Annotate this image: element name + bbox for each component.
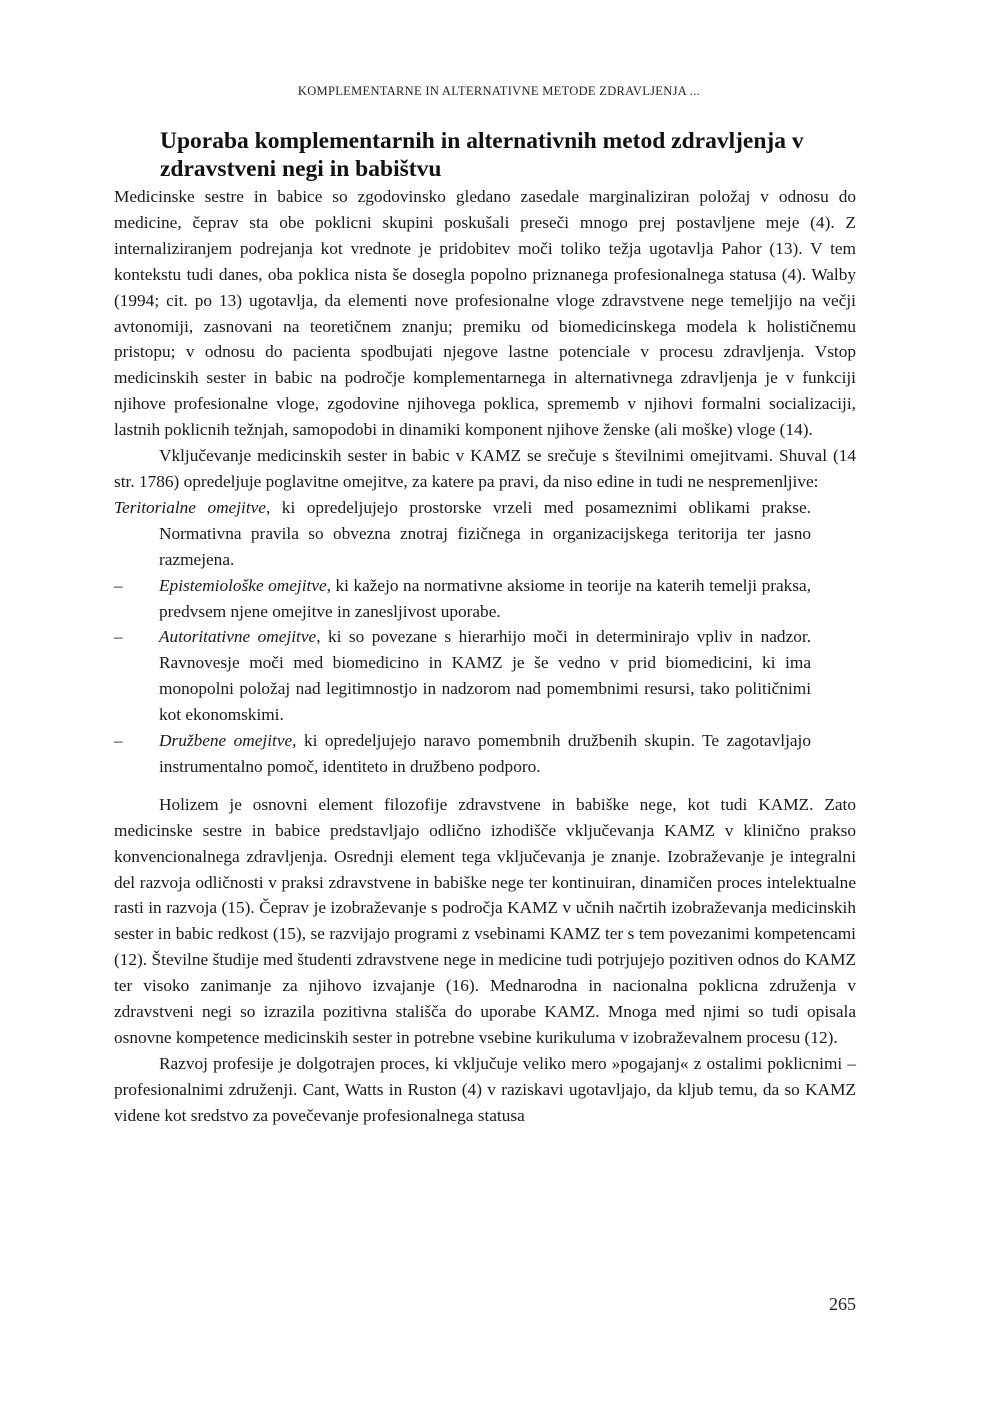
list-item-authoritative (114, 624, 856, 728)
page-number: 265 (829, 1294, 856, 1314)
section-title: Uporaba komplementarnih in alternativnih metod zdravljenja v zdravstveni negi in babištvu (160, 128, 804, 182)
list-item-text: , ki so povezane s hierarhijo moči in determinirajo vpliv in nadzor. Ravnovesje moči med biomedicino in KAMZ je še vedno v prid biomedicini, ki ima monopolni položaj nad legitimnostjo in nadzorom nad pomembnimi resursi, tako političnimi kot ekonomskimi. (159, 627, 812, 725)
paragraph-2: Vključevanje medicinskih sester in babic v KAMZ se srečuje s številnimi omejitvami. Shuval (14 str. 1786) opredeljuje poglavitne omejitve, za katere pa pravi, da niso edine in tudi ne nespremenljive: (114, 446, 856, 491)
dash-bullet: – (114, 575, 123, 595)
list-item-text: ki opredeljujejo naravo pomembnih družbenih skupin. Te zagotavljajo instrumentalno pomoč, identiteto in družbeno podporo. (159, 731, 812, 776)
list-item-term: Družbene omejitve, (159, 731, 297, 751)
paragraph-1: Medicinske sestre in babice so zgodovinsko gledano zasedale marginaliziran položaj v odnosu do medicine, čeprav sta obe poklicni skupini poskušali preseči mnogo prej postavljene meje (4). Z internaliziranjem podrejanja kot vrednote je pridobitev moči toliko težja ugotavlja Pahor (13). V tem kontekstu tudi danes, oba poklica nista še dosegla popolno priznanega profesionalnega statusa (4). Walby (1994; cit. po 13) ugotavlja, da elementi nove profesionalne vloge zdravstvene nege temeljijo na večji avtonomiji, zasnovani na teoretičnem znanju; premiku od biomedicinskega modela k holističnemu pristopu; v odnosu do pacienta spodbujati njegove lastne potenciale v procesu zdravljenja. Vstop medicinskih sester in babic na področje komplementarnega in alternativnega zdravljenja je v funkciji njihove profesionalne vloge, zgodovine njihovega poklica, sprememb v njihovi formalni socializaciji, lastnih poklicnih težnjah, samopodobi in dinamiki komponent njihove ženske (ali moške) vloge (14). (114, 187, 856, 440)
paragraph-4: Razvoj profesije je dolgotrajen proces, ki vključuje veliko mero »pogajanj« z ostalimi poklicnimi – profesionalnimi združenji. Cant, Watts in Ruston (4) v raziskavi ugotavljajo, da kljub temu, da so KAMZ videne kot sredstvo za povečevanje profesionalnega statusa (114, 1053, 856, 1125)
paragraph-3: Holizem je osnovni element filozofije zdravstvene in babiške nege, kot tudi KAMZ. Zato medicinske sestre in babice predstavljajo odlično izhodišče vključevanja KAMZ v klinično prakso konvencionalnega zdravljenja. Osrednji element tega vključevanja je znanje. Izobraževanje je integralni del razvoja odličnosti v praksi zdravstvene in babiške nege ter kontinuiran, dinamičen proces intelektualne rasti in razvoja (15). Čeprav je izobraževanje s področja KAMZ v učnih načrtih izobraževanja medicinskih sester in babic redkost (15), se razvijajo programi z vsebinami KAMZ ter s tem povezanimi kompetencami (12). Številne študije med študenti zdravstvene nege in medicine tudi potrjujejo pozitiven odnos do KAMZ ter visoko zanimanje za njihovo izvajanje (16). Mednarodna in nacionalna poklicna združenja v zdravstveni negi so izrazila pozitivna stališča do uporabe KAMZ. Mnoga med njimi so tudi opisala osnovne kompetence medicinskih sester in potrebne vsebine kurikuluma v izobraževalnem procesu (12). (114, 794, 856, 1047)
list-item-text: , ki opredeljujejo prostorske vrzeli med posameznimi oblikami prakse. Normativna pravila so obvezna znotraj fizičnega in organizacijskega teritorija ter jasno razmejena. (159, 497, 811, 569)
list-item-territorial (114, 495, 856, 573)
running-header: KOMPLEMENTARNE IN ALTERNATIVNE METODE ZDRAVLJENJA ... (297, 84, 701, 98)
list-item-epistemological (114, 573, 856, 625)
list-item-term: Teritorialne omejitve (114, 497, 266, 517)
body-text (114, 184, 856, 1129)
dash-bullet: – (114, 731, 123, 751)
list-item-text: , ki kažejo na normativne aksiome in teorije na katerih temelji praksa, predvsem njene omejitve in zanesljivost uporabe. (159, 575, 811, 621)
list-item-term: Epistemiološke omejitve (159, 575, 327, 595)
list-item-social (114, 728, 856, 780)
list-item-term: Autoritativne omejitve (159, 627, 317, 647)
dash-bullet: – (114, 627, 123, 647)
limitations-list (114, 495, 856, 780)
